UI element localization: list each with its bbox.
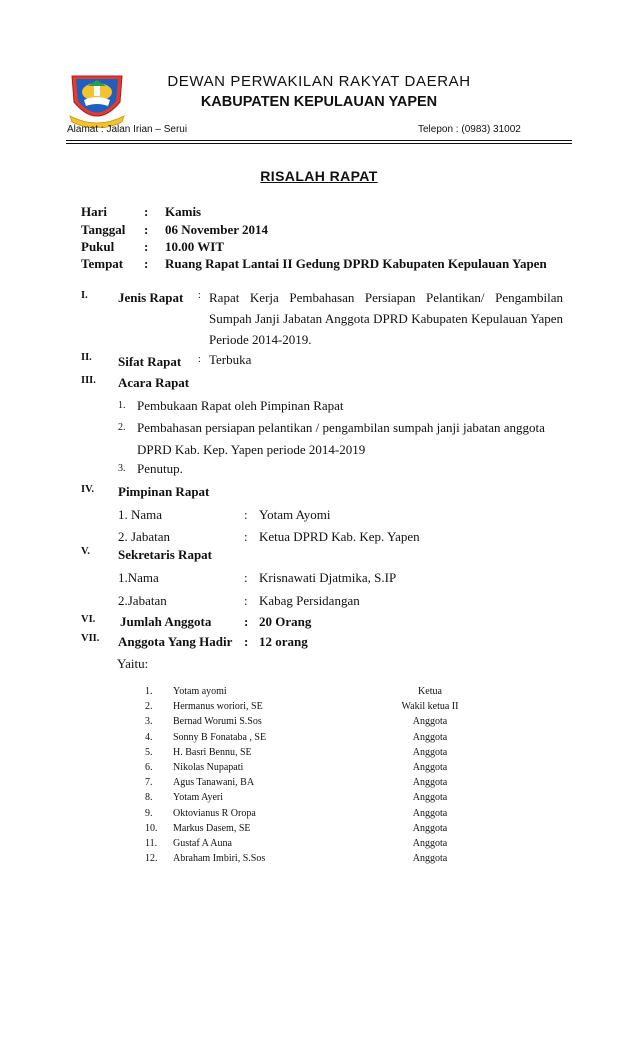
attendee-number: 1.: [145, 686, 153, 697]
yaitu-label: Yaitu:: [117, 656, 149, 671]
jenis-rapat-line: Rapat Kerja Pembahasan Persiapan Pelantikan/ Pengambilan: [209, 290, 563, 305]
attendee-row: [0, 701, 638, 716]
meta-value: Ruang Rapat Lantai II Gedung DPRD Kabupaten Kepulauan Yapen: [165, 256, 547, 271]
field-label: 1.Nama: [118, 570, 159, 585]
meta-separator: :: [144, 239, 149, 254]
attendee-row: [0, 838, 638, 853]
section-number: I.: [81, 290, 88, 301]
meta-value: Kamis: [165, 204, 202, 219]
section-label: Acara Rapat: [118, 375, 190, 390]
agenda-item: Pembahasan persiapan pelantikan / pengambilan sumpah janji jabatan anggota: [137, 420, 545, 435]
section-label: Sekretaris Rapat: [118, 547, 213, 562]
attendee-role: Anggota: [412, 716, 448, 728]
attendee-row: [0, 732, 638, 747]
header-rule-bottom: [66, 143, 572, 144]
meta-separator: :: [144, 256, 149, 271]
phone: Telepon : (0983) 31002: [418, 124, 521, 135]
org-name: DEWAN PERWAKILAN RAKYAT DAERAH: [167, 73, 471, 90]
attendee-row: [0, 747, 638, 762]
attendee-row: [0, 777, 638, 792]
attendee-name: Bernad Worumi S.Sos: [173, 716, 262, 728]
attendee-role: Wakil ketua II: [401, 701, 459, 713]
field-separator: :: [244, 529, 248, 544]
section-separator: :: [244, 634, 249, 649]
agenda-item: Pembukaan Rapat oleh Pimpinan Rapat: [137, 398, 344, 413]
attendee-role: Anggota: [412, 731, 448, 743]
attendee-number: 10.: [145, 822, 158, 834]
attendee-role: Anggota: [412, 838, 448, 849]
attendee-number: 4.: [145, 731, 153, 743]
attendee-name: Gustaf A Auna: [173, 838, 232, 849]
list-number: 1.: [118, 400, 126, 411]
section-value: 20 Orang: [259, 614, 312, 629]
attendee-role: Anggota: [412, 807, 448, 819]
attendee-name: Sonny B Fonataba , SE: [173, 731, 267, 743]
meta-label: Tempat: [81, 256, 124, 271]
section-label: Jenis Rapat: [118, 290, 184, 305]
attendee-row: [0, 762, 638, 777]
section-label: Anggota Yang Hadir: [118, 634, 233, 649]
meta-label: Tanggal: [81, 222, 126, 237]
field-value: Yotam Ayomi: [259, 507, 331, 522]
list-number: 3.: [118, 463, 126, 474]
section-number: V.: [81, 546, 90, 557]
list-number: 2.: [118, 422, 126, 433]
meta-separator: :: [144, 222, 149, 237]
meta-label: Hari: [81, 204, 107, 219]
attendee-role: Anggota: [412, 746, 448, 758]
jenis-rapat-line: Periode 2014-2019.: [209, 332, 312, 347]
attendee-role: Anggota: [412, 853, 448, 865]
field-label: 1. Nama: [118, 507, 163, 522]
attendee-row: [0, 716, 638, 731]
attendee-number: 7.: [145, 777, 153, 789]
attendee-role: Anggota: [412, 777, 448, 789]
attendee-row: [0, 792, 638, 807]
field-separator: :: [244, 570, 248, 585]
header-rule-top: [66, 140, 572, 141]
field-value: Ketua DPRD Kab. Kep. Yapen: [259, 529, 420, 544]
field-value: Kabag Persidangan: [259, 593, 360, 608]
section-value: Terbuka: [209, 352, 252, 367]
section-label: Jumlah Anggota: [120, 614, 212, 629]
org-subtitle: KABUPATEN KEPULAUAN YAPEN: [200, 94, 438, 110]
attendee-number: 2.: [145, 701, 153, 713]
meta-label: Pukul: [81, 239, 115, 254]
field-separator: :: [244, 593, 248, 608]
attendee-number: 5.: [145, 746, 153, 758]
meta-separator: :: [144, 204, 149, 219]
section-value: 12 orang: [259, 634, 308, 649]
field-label: 2.Jabatan: [118, 593, 167, 608]
address: Alamat : Jalan Irian – Serui: [67, 124, 188, 135]
attendee-number: 8.: [145, 792, 153, 804]
attendee-number: 11.: [145, 838, 158, 849]
attendee-row: [0, 853, 638, 868]
section-number: VI.: [81, 614, 96, 625]
section-number: III.: [81, 375, 96, 386]
attendee-number: 12.: [145, 853, 158, 865]
attendee-name: Yotam Ayeri: [173, 792, 224, 804]
attendee-row: [0, 808, 638, 823]
attendee-name: Markus Dasem, SE: [173, 822, 251, 834]
attendee-number: 6.: [145, 762, 153, 773]
meta-value: 10.00 WIT: [165, 239, 224, 254]
attendee-name: Agus Tanawani, BA: [173, 777, 255, 789]
document-title: RISALAH RAPAT: [260, 168, 378, 184]
section-separator: :: [244, 614, 249, 629]
agenda-item-continued: DPRD Kab. Kep. Yapen periode 2014-2019: [137, 442, 366, 457]
attendee-name: Hermanus woriori, SE: [173, 701, 263, 713]
attendee-role: Ketua: [418, 686, 442, 697]
section-separator: :: [198, 290, 201, 301]
attendee-name: Oktovianus R Oropa: [173, 807, 256, 819]
section-number: II.: [81, 352, 92, 363]
attendee-name: Nikolas Nupapati: [173, 762, 244, 773]
section-separator: :: [198, 354, 201, 365]
section-number: IV.: [81, 484, 94, 495]
attendee-row: [0, 686, 638, 701]
attendee-number: 3.: [145, 716, 153, 728]
section-label: Pimpinan Rapat: [118, 484, 210, 499]
meta-value: 06 November 2014: [165, 222, 269, 237]
section-number: VII.: [81, 633, 100, 644]
field-label: 2. Jabatan: [118, 529, 170, 544]
field-value: Krisnawati Djatmika, S.IP: [259, 570, 397, 585]
section-label: Sifat Rapat: [118, 354, 182, 369]
attendee-role: Anggota: [412, 792, 448, 804]
jenis-rapat-line: Sumpah Janji Jabatan Anggota DPRD Kabupaten Kepulauan Yapen: [209, 311, 563, 326]
field-separator: :: [244, 507, 248, 522]
attendee-number: 9.: [145, 807, 153, 819]
attendee-name: Abraham Imbiri, S.Sos: [173, 853, 266, 865]
agenda-item: Penutup.: [137, 461, 183, 476]
attendee-role: Anggota: [412, 762, 448, 773]
attendee-name: H. Basri Bennu, SE: [173, 746, 252, 758]
attendee-role: Anggota: [412, 822, 448, 834]
attendee-row: [0, 823, 638, 838]
attendee-name: Yotam ayomi: [173, 686, 227, 697]
